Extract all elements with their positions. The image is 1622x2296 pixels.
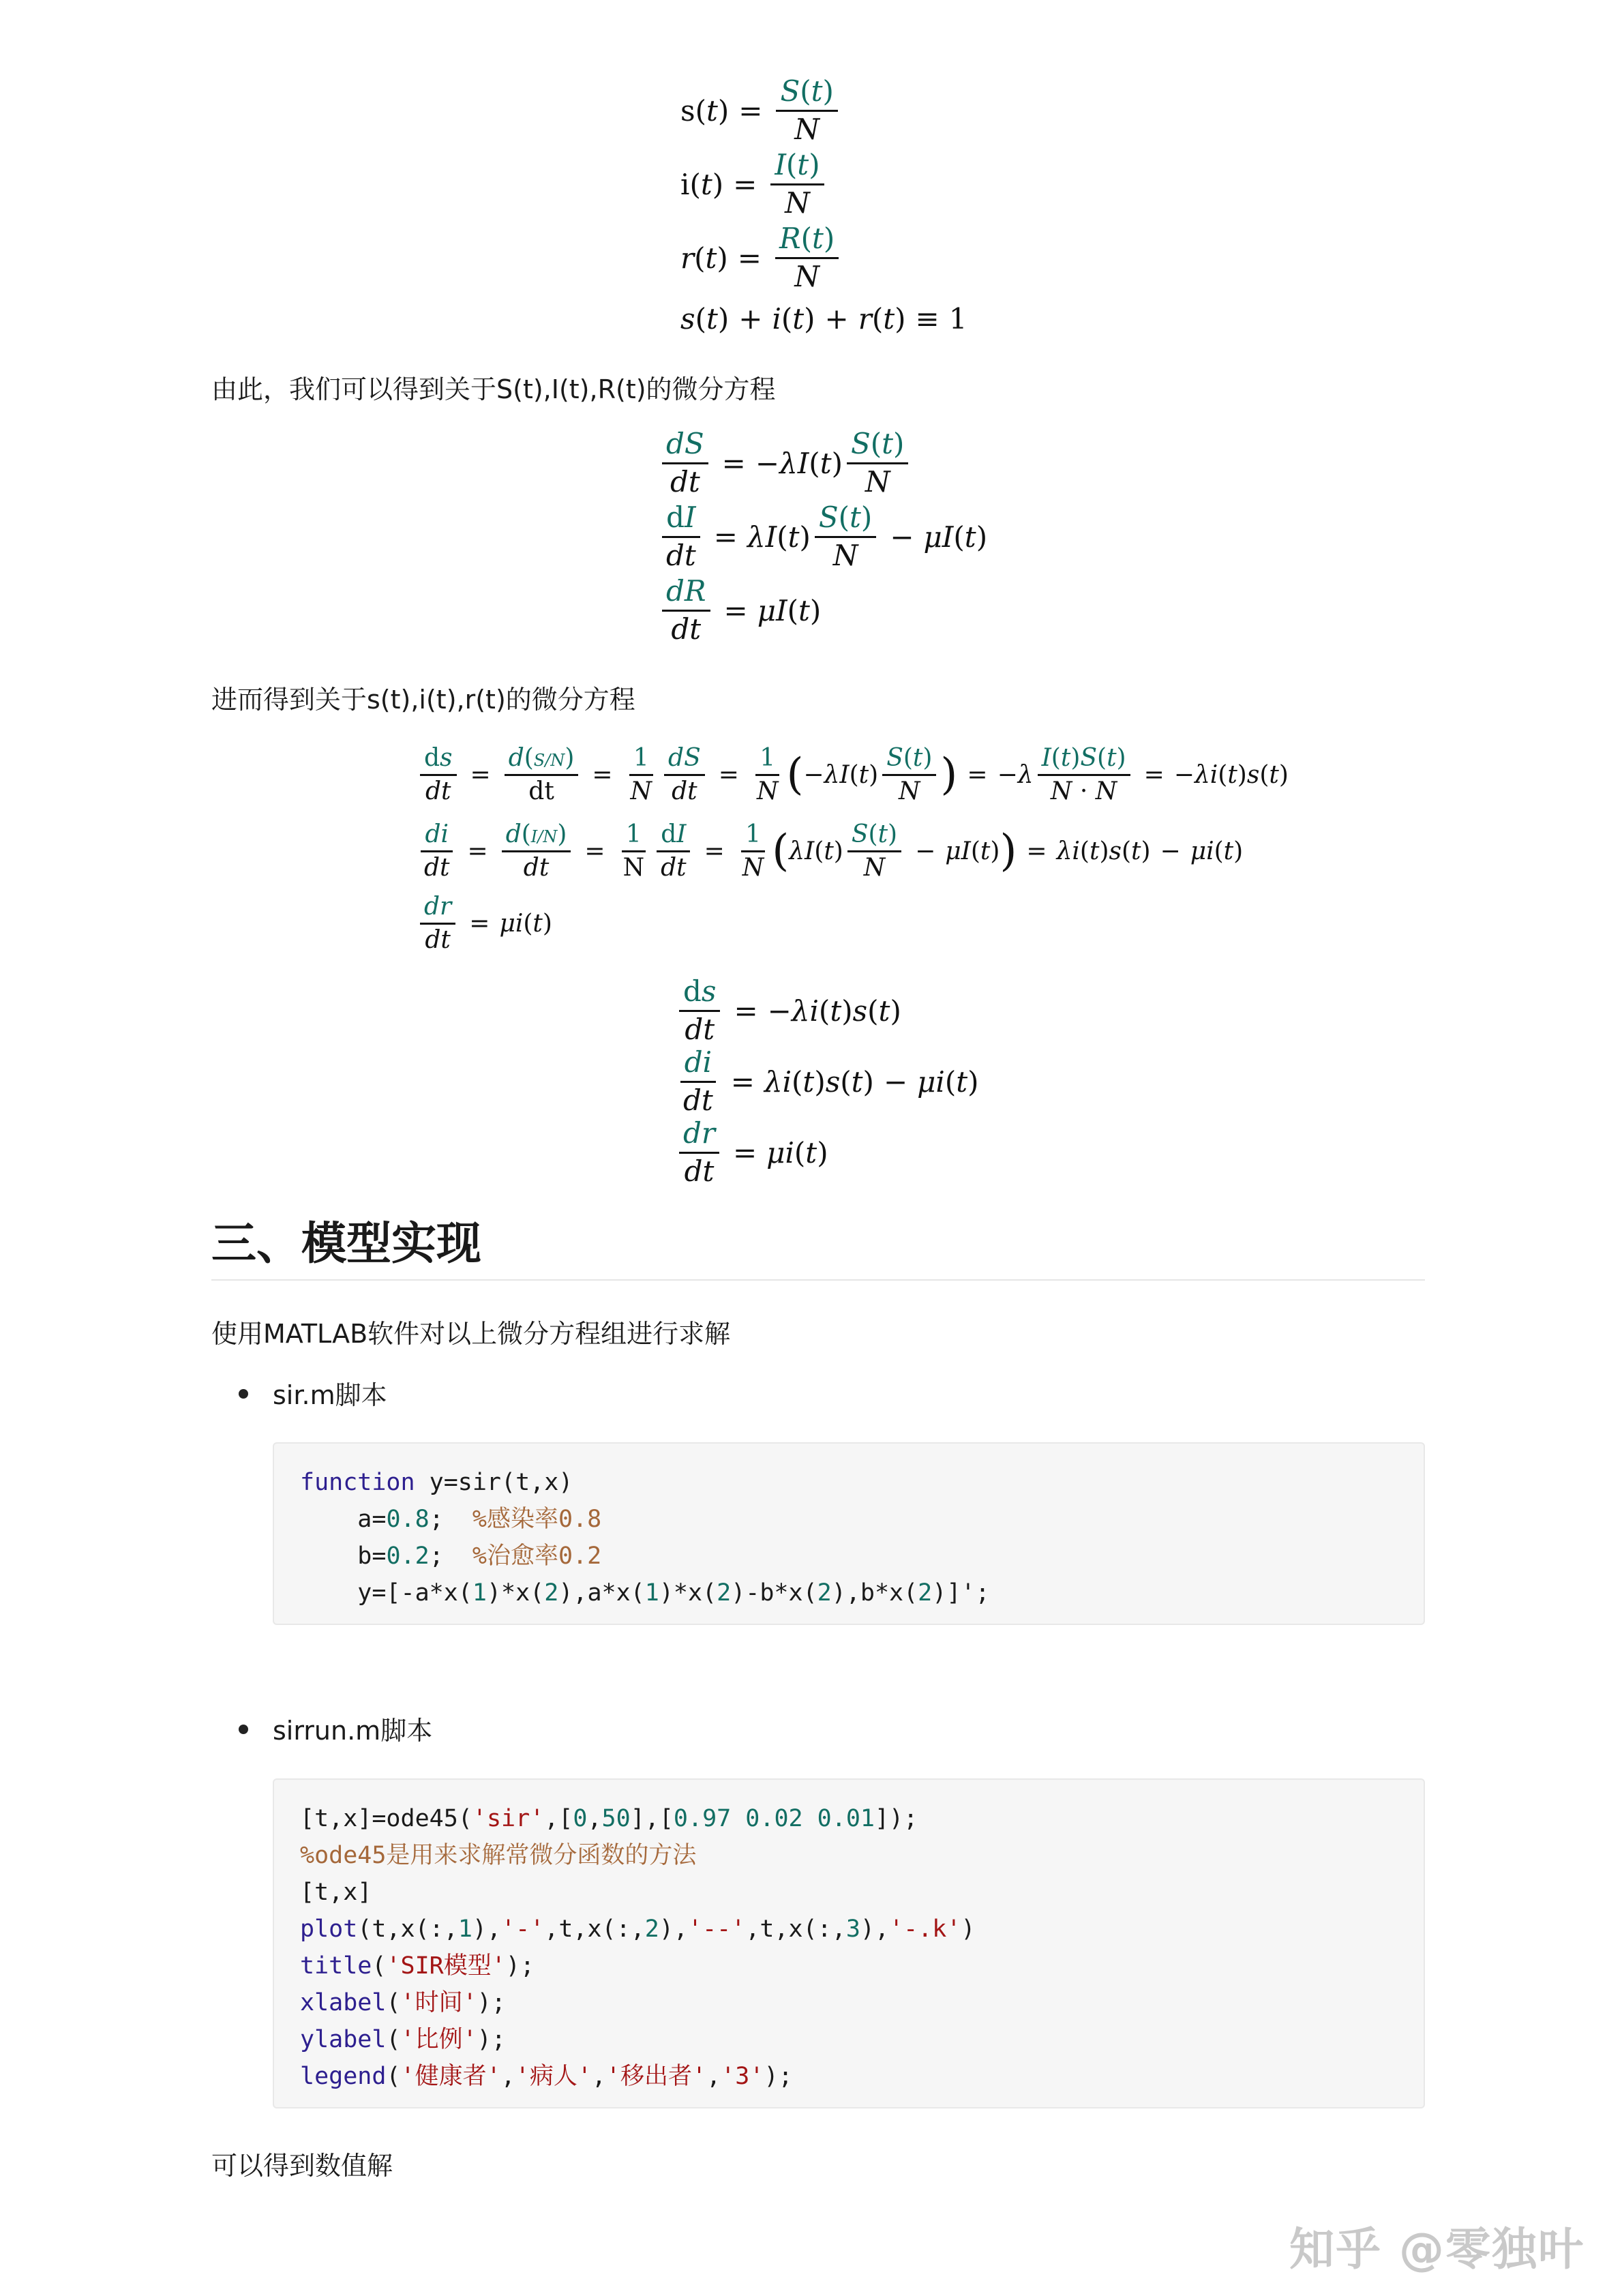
eq-dr-final: $\frac{dr}{dt}$ = μi ( t ) xyxy=(675,1117,979,1188)
eq-dI-dt: $\frac{dI}{dt}$ = λI ( t ) $\frac{S(t)}{N}$ − μI ( t ) xyxy=(658,500,987,573)
code-line: xlabel('时间'); xyxy=(300,1989,506,2016)
code-line: ylabel('比例'); xyxy=(300,2026,506,2053)
code-line: %ode45是用来求解常微分函数的方法 xyxy=(300,1842,697,1869)
equation-block-normalized xyxy=(680,74,967,342)
eq-ds-final: $\frac{ds}{dt}$ = − λi ( t ) s ( t ) xyxy=(675,975,979,1046)
equation-block-derivation xyxy=(416,736,1289,957)
eq-s-def: s ( t ) = $\frac{S(t)}{N}$ xyxy=(680,74,967,147)
eq-sum-identity: s ( t ) + i ( t ) + r ( t ) ≡ 1 xyxy=(680,301,967,336)
code-line: [t,x] xyxy=(300,1879,372,1906)
eq-di-derivation: $\frac{di}{dt}$ = $\frac{d(I/N)}{dt}$ = $\frac{1}{N}$ $\frac{dI}{dt}$ = $\frac{1}{N}$ ( λI ( t ) $\frac{S(t)}{N}$ − μI ( t ) ) = λi ( t ) s ( t ) − μi ( t ) xyxy=(416,813,1289,889)
watermark: 知乎 @零独叶 xyxy=(1289,2223,1585,2276)
code-line: function y=sir(t,x) xyxy=(300,1469,573,1496)
code-line: y=[-a*x(1)*x(2),a*x(1)*x(2)-b*x(2),b*x(2)]'; xyxy=(300,1579,990,1607)
list-bullet xyxy=(239,1389,248,1399)
section-divider xyxy=(211,1279,1425,1281)
code-line: plot(t,x(:,1),'-',t,x(:,2),'--',t,x(:,3),'-.k') xyxy=(300,1915,976,1943)
section-heading: 三、模型实现 xyxy=(211,1217,481,1270)
equation-block-SIR xyxy=(658,426,987,647)
code-line: [t,x]=ode45('sir',[0,50],[0.97 0.02 0.01]); xyxy=(300,1805,918,1832)
list-bullet xyxy=(239,1725,248,1734)
text-derive-SIR: 由此，我们可以得到关于S(t),I(t),R(t)的微分方程 xyxy=(211,374,776,404)
eq-ds-derivation: $\frac{ds}{dt}$ = $\frac{d(S/N)}{dt}$ = $\frac{1}{N}$ $\frac{dS}{dt}$ = $\frac{1}{N}$ ( − λI ( t ) $\frac{S(t)}{N}$ ) = − λ $\frac{I(t)S(t)}{N \cdot N}$ = − λi ( t ) s ( t ) xyxy=(416,736,1289,813)
eq-i-def: i ( t ) = $\frac{I(t)}{N}$ xyxy=(680,147,967,221)
closing-text: 可以得到数值解 xyxy=(211,2151,393,2181)
eq-dr-derivation: $\frac{dr}{dt}$ = μi ( t ) xyxy=(416,889,1289,957)
eq-di-final: $\frac{di}{dt}$ = λi ( t ) s ( t ) − μi ( t ) xyxy=(675,1046,979,1117)
code-line: title('SIR模型'); xyxy=(300,1952,535,1980)
list-item-sirrun-script: sirrun.m脚本 xyxy=(273,1716,433,1746)
code-line: legend('健康者','病人','移出者','3'); xyxy=(300,2063,793,2090)
code-line: a=0.8; %感染率0.8 xyxy=(300,1506,602,1533)
list-item-sir-script: sir.m脚本 xyxy=(273,1380,387,1410)
text-derive-sir: 进而得到关于s(t),i(t),r(t)的微分方程 xyxy=(211,685,635,715)
eq-r-def: r ( t ) = $\frac{R(t)}{N}$ xyxy=(680,221,967,295)
code-block-sir xyxy=(273,1442,1425,1625)
eq-dS-dt: $\frac{dS}{dt}$ = − λI ( t ) $\frac{S(t)}{N}$ xyxy=(658,426,987,500)
code-block-sirrun xyxy=(273,1778,1425,2108)
eq-dR-dt: $\frac{dR}{dt}$ = μI ( t ) xyxy=(658,573,987,647)
code-line: b=0.2; %治愈率0.2 xyxy=(300,1542,602,1570)
section-intro-text: 使用MATLAB软件对以上微分方程组进行求解 xyxy=(211,1319,731,1349)
equation-block-final xyxy=(675,975,979,1188)
